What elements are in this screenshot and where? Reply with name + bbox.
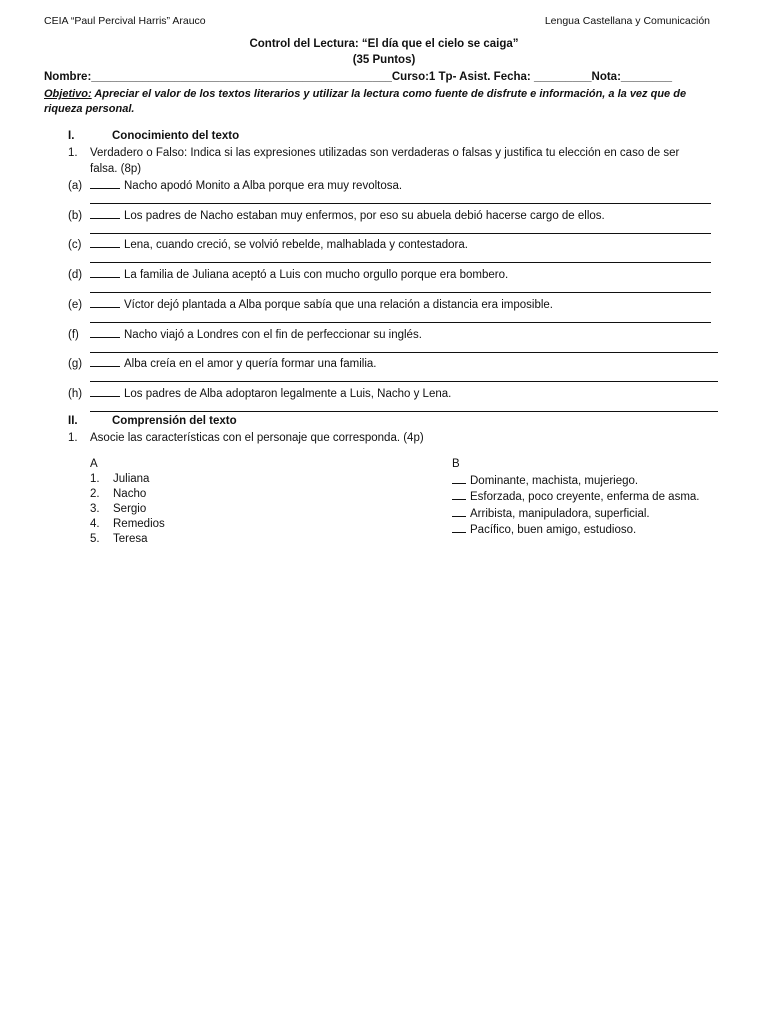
answer-blank[interactable] (90, 207, 120, 219)
match-blank[interactable] (452, 473, 466, 484)
characteristic-item (452, 489, 712, 506)
tf-item-label: (e) (68, 298, 83, 311)
character-item (90, 487, 165, 502)
character-item (90, 502, 165, 517)
justification-line[interactable] (90, 292, 711, 293)
character-number: 4. (90, 518, 100, 530)
character-name: Nacho (113, 488, 147, 500)
column-a-header: A (90, 458, 98, 470)
tf-item (68, 177, 402, 192)
characteristic-item (452, 522, 712, 539)
character-name: Remedios (113, 518, 165, 530)
character-item (90, 517, 165, 532)
answer-blank[interactable] (90, 177, 120, 189)
question-text: Asocie las características con el personaje que corresponda. (4p) (90, 432, 424, 444)
total-points: (35 Puntos) (352, 54, 416, 66)
tf-item-label: (f) (68, 328, 79, 341)
tf-item-text: La familia de Juliana aceptó a Luis con mucho orgullo porque era bombero. (124, 269, 509, 282)
character-item (90, 472, 165, 487)
tf-item (68, 355, 376, 370)
character-number: 2. (90, 488, 100, 500)
section-2-heading (68, 415, 237, 427)
match-blank[interactable] (452, 506, 466, 517)
character-name: Juliana (113, 473, 150, 485)
character-name: Teresa (113, 533, 148, 545)
tf-item (68, 385, 451, 400)
question-2 (68, 430, 710, 446)
justification-line[interactable] (90, 203, 711, 204)
column-b (452, 457, 712, 539)
section-1-title: Conocimiento del texto (112, 130, 240, 142)
question-number: 1. (68, 432, 78, 444)
column-b-header: B (452, 458, 460, 470)
justification-line[interactable] (90, 322, 711, 323)
tf-item-label: (a) (68, 180, 83, 192)
page-header (44, 15, 710, 27)
tf-item-text: Alba creía en el amor y quería formar una familia. (124, 358, 377, 371)
justification-line[interactable] (90, 352, 718, 353)
section-1-number: I. (68, 130, 75, 142)
character-number: 1. (90, 473, 100, 485)
tf-item (68, 207, 605, 222)
tf-item (68, 266, 508, 281)
answer-blank[interactable] (90, 266, 120, 278)
answer-blank[interactable] (90, 385, 120, 397)
tf-item-text: Víctor dejó plantada a Alba porque sabía que una relación a distancia era imposible. (124, 298, 553, 311)
match-blank[interactable] (452, 522, 466, 533)
justification-line[interactable] (90, 233, 711, 234)
student-info-line: Nombre:_______________________________________________Curso:1 Tp- Asist. Fecha: _________Nota:________ (44, 71, 673, 83)
characteristic-text: Arribista, manipuladora, superficial. (470, 507, 650, 520)
tf-item-text: Nacho apodó Monito a Alba porque era muy revoltosa. (124, 180, 403, 192)
section-2-number: II. (68, 415, 78, 427)
answer-blank[interactable] (90, 326, 120, 338)
tf-item-label: (b) (68, 209, 83, 222)
tf-item-label: (g) (68, 358, 83, 371)
justification-line[interactable] (90, 381, 718, 382)
question-text: Verdadero o Falso: Indica si las expresiones utilizadas son verdaderas o falsas y justifica tu elección en caso de ser falsa. (8p) (90, 147, 680, 175)
tf-item-text: Lena, cuando creció, se volvió rebelde, malhablada y contestadora. (124, 239, 468, 252)
tf-item (68, 236, 468, 251)
column-a (90, 457, 165, 547)
section-2-title: Comprensión del texto (112, 415, 237, 427)
match-blank[interactable] (452, 489, 466, 500)
tf-item-text: Los padres de Alba adoptaron legalmente a Luis, Nacho y Lena. (124, 387, 452, 400)
tf-item-text: Nacho viajó a Londres con el fin de perfeccionar su inglés. (124, 328, 422, 341)
document-title: Control del Lectura: “El día que el cielo se caiga” (249, 38, 519, 50)
characteristic-text: Esforzada, poco creyente, enferma de asma. (470, 491, 700, 503)
answer-blank[interactable] (90, 355, 120, 367)
character-name: Sergio (113, 503, 147, 515)
tf-item (68, 326, 422, 341)
answer-blank[interactable] (90, 236, 120, 248)
school-name: CEIA “Paul Percival Harris” Arauco (44, 15, 206, 27)
question-1 (68, 145, 710, 177)
objective-label: Objetivo: (44, 88, 92, 100)
characteristic-item (452, 506, 712, 523)
answer-blank[interactable] (90, 296, 120, 308)
characteristic-item (452, 473, 712, 490)
character-number: 5. (90, 533, 100, 545)
tf-item-label: (c) (68, 239, 82, 252)
justification-line[interactable] (90, 411, 718, 412)
tf-item-text: Los padres de Nacho estaban muy enfermos, por eso su abuela debió hacerse cargo de ellos. (124, 209, 605, 222)
subject-name: Lengua Castellana y Comunicación (544, 15, 710, 27)
character-number: 3. (90, 503, 100, 515)
tf-item (68, 296, 553, 311)
tf-item-label: (d) (68, 269, 83, 282)
objective (44, 87, 710, 117)
tf-item-label: (h) (68, 387, 83, 400)
characteristic-text: Dominante, machista, mujeriego. (470, 474, 639, 487)
question-number: 1. (68, 147, 78, 159)
characteristic-text: Pacífico, buen amigo, estudioso. (470, 524, 637, 536)
character-item (90, 532, 165, 547)
objective-text: Apreciar el valor de los textos literarios y utilizar la lectura como fuente de disfrute e información, a la vez que de riqueza personal. (44, 88, 687, 115)
justification-line[interactable] (90, 262, 711, 263)
section-1-heading (68, 130, 239, 142)
